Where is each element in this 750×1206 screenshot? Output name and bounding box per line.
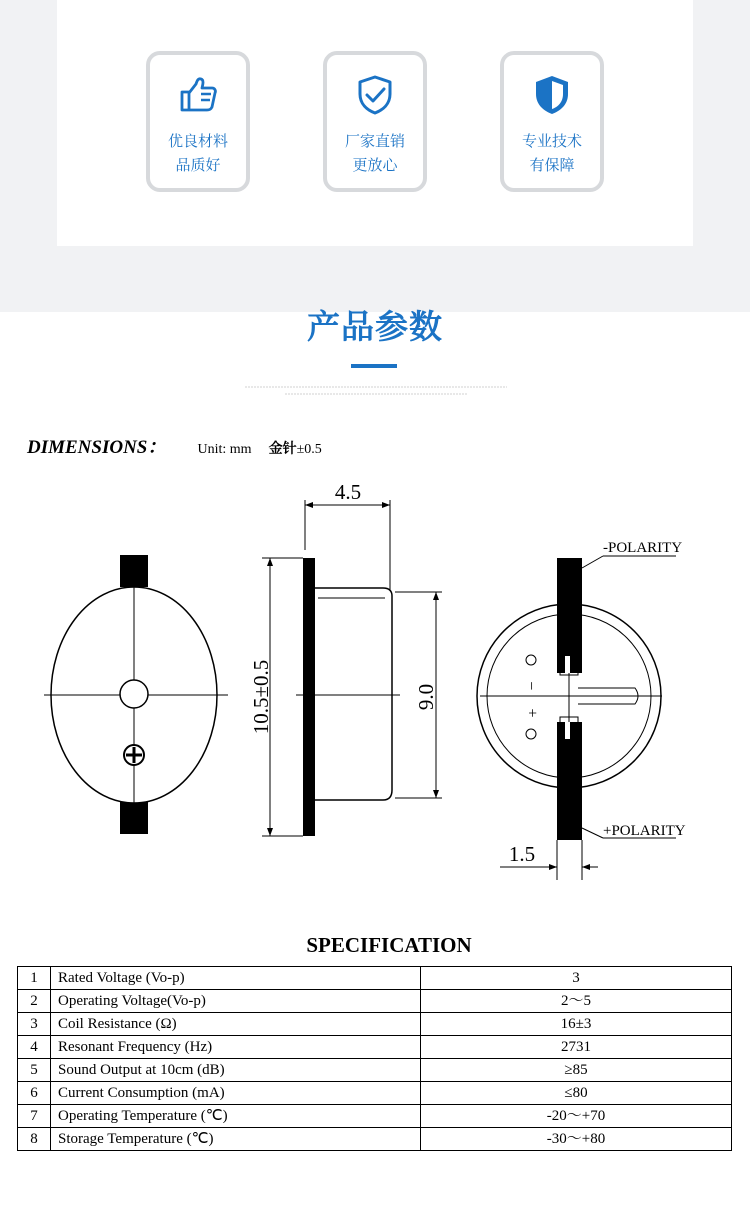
- dimension-drawing: [0, 470, 750, 890]
- table-row: [18, 1128, 732, 1151]
- shield-half-icon: [504, 71, 600, 119]
- row-number: 1: [18, 967, 51, 990]
- row-parameter: Storage Temperature (℃): [51, 1128, 421, 1151]
- dimensions-tolerance: [269, 442, 322, 457]
- table-row: [18, 967, 732, 990]
- row-parameter: Rated Voltage (Vo-p): [51, 967, 421, 990]
- plus-mark: +: [525, 708, 542, 718]
- row-number: 2: [18, 990, 51, 1013]
- row-parameter: Coil Resistance (Ω): [51, 1013, 421, 1036]
- row-number: 3: [18, 1013, 51, 1036]
- dim-pin-label: 1.5: [508, 842, 536, 866]
- badge-line2: 品质好: [175, 156, 221, 174]
- side-view: [249, 480, 442, 836]
- badge-line1: 优良材料: [167, 132, 228, 150]
- table-row: [18, 1082, 732, 1105]
- pos-polarity-label: +POLARITY: [603, 823, 686, 839]
- badge-technology: [500, 51, 604, 192]
- row-number: 5: [18, 1059, 51, 1082]
- neg-polarity-label: -POLARITY: [603, 540, 683, 556]
- row-parameter: Operating Temperature (℃): [51, 1105, 421, 1128]
- dimensions-header: [27, 432, 322, 456]
- row-value: ≤80: [421, 1082, 732, 1105]
- row-parameter: Operating Voltage(Vo-p): [51, 990, 421, 1013]
- row-value: -20～+70: [421, 1105, 732, 1128]
- dim-height-inner-label: 9.0: [414, 683, 438, 711]
- spec-title: SPECIFICATION: [306, 933, 472, 957]
- row-parameter: Current Consumption (mA): [51, 1082, 421, 1105]
- row-number: 7: [18, 1105, 51, 1128]
- row-value: ≥85: [421, 1059, 732, 1082]
- dimensions-label: DIMENSIONS：: [27, 437, 167, 458]
- table-row: [18, 990, 732, 1013]
- badge-quality: [146, 51, 250, 192]
- shield-check-icon: [327, 71, 423, 119]
- tolerance-label: 金针: [268, 441, 297, 457]
- tolerance-value: ±0.5: [296, 442, 322, 457]
- table-row: [18, 1105, 732, 1128]
- thumbs-up-icon: [150, 71, 246, 119]
- row-parameter: Resonant Frequency (Hz): [51, 1036, 421, 1059]
- row-number: 4: [18, 1036, 51, 1059]
- dimensions-unit: Unit: mm: [197, 442, 252, 457]
- row-value: 3: [421, 967, 732, 990]
- badge-line1: 厂家直销: [344, 132, 405, 150]
- row-value: -30～+80: [421, 1128, 732, 1151]
- table-row: [18, 1036, 732, 1059]
- dim-width-label: 4.5: [334, 480, 362, 504]
- front-view: [44, 555, 228, 834]
- dim-height-outer-label: 10.5±0.5: [249, 659, 273, 735]
- spec-table: [17, 966, 732, 1151]
- badge-line2: 有保障: [529, 156, 575, 174]
- badge-line2: 更放心: [352, 156, 398, 174]
- badge-line1: 专业技术: [521, 132, 582, 150]
- row-value: 2～5: [421, 990, 732, 1013]
- title-underline: [351, 364, 397, 368]
- row-value: 16±3: [421, 1013, 732, 1036]
- badge-direct-sale: [323, 51, 427, 192]
- back-view: [477, 540, 686, 880]
- row-value: 2731: [421, 1036, 732, 1059]
- row-number: 8: [18, 1128, 51, 1151]
- row-number: 6: [18, 1082, 51, 1105]
- minus-mark: −: [524, 681, 541, 691]
- row-parameter: Sound Output at 10cm (dB): [51, 1059, 421, 1082]
- table-row: [18, 1013, 732, 1036]
- decorative-fine-text: [245, 383, 507, 399]
- section-title: 产品参数: [307, 307, 443, 346]
- table-row: [18, 1059, 732, 1082]
